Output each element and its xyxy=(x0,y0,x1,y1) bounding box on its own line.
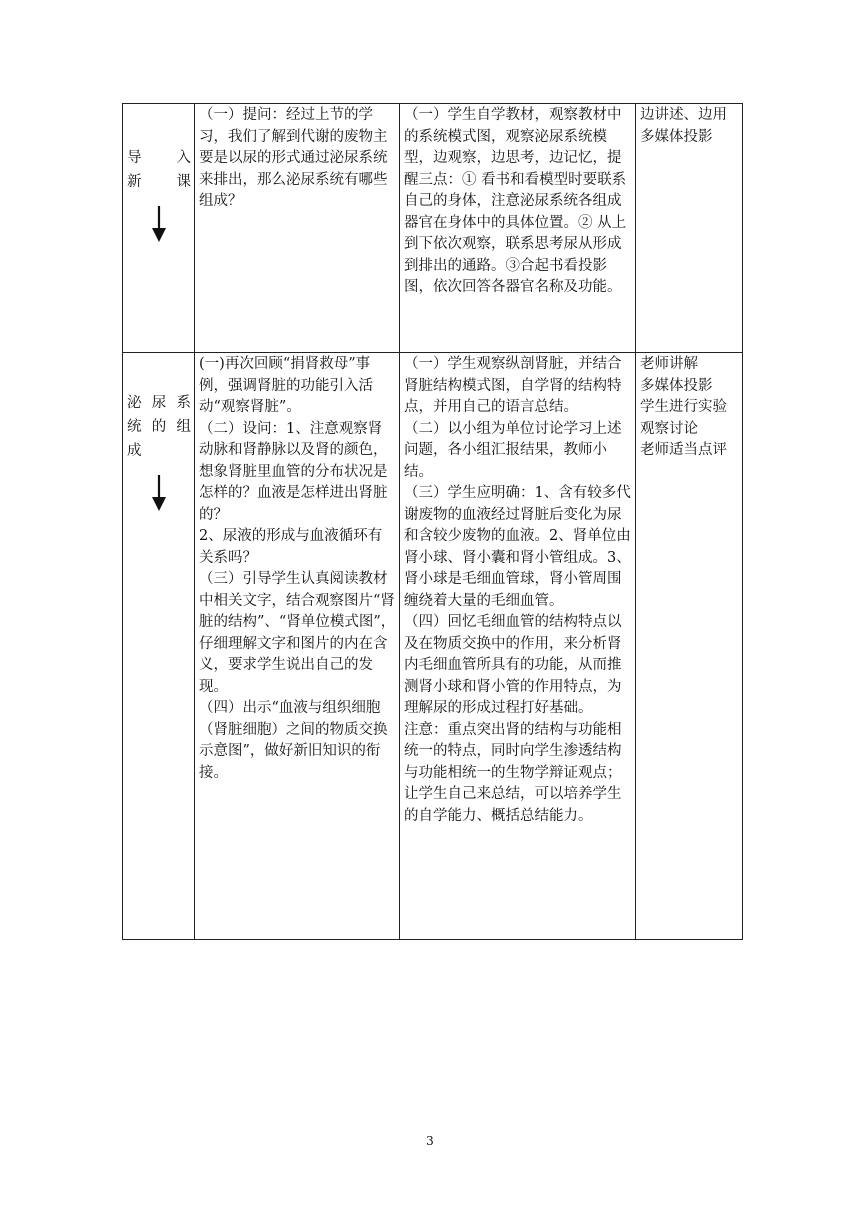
teacher-paragraph: （三）引导学生认真阅读教材中相关文字，结合观察图片“肾脏的结构”、“肾单位模式图”，仔细理解文字和图片的内在含义，要求学生说出自己的发现。 xyxy=(199,571,396,695)
student-paragraph: （二）以小组为单位讨论学习上述问题，各小组汇报结果，教师小结。 xyxy=(404,420,622,480)
method-paragraph: 边讲述、边用多媒体投影 xyxy=(640,107,727,145)
lesson-plan-table xyxy=(122,103,743,940)
down-arrow-icon xyxy=(150,475,168,511)
section-title-line: 泌尿系 xyxy=(127,395,191,411)
section-title-line: 成 xyxy=(127,443,142,459)
teacher-paragraph: (一)再次回顾“捐肾救母”事例，强调肾脏的功能引入活动“观察肾脏”。 xyxy=(199,356,373,415)
teacher-activity-cell xyxy=(195,104,400,353)
method-paragraph: 老师适当点评 xyxy=(640,442,727,458)
section-title-line: 统的组 xyxy=(127,419,191,435)
student-paragraph: 注意：重点突出肾的结构与功能相统一的特点，同时向学生渗透结构与功能相统一的生物学辩证观点；让学生自己来总结，可以培养学生的自学能力、概括总结能力。 xyxy=(404,721,622,824)
student-activity-cell xyxy=(400,353,636,940)
student-activity-cell xyxy=(400,104,636,353)
section-title xyxy=(127,146,191,194)
student-paragraph: （一）学生观察纵剖肾脏，并结合肾脏结构模式图，自学肾的结构特点，并用自己的语言总结。 xyxy=(404,356,622,415)
teacher-paragraph: 2、尿液的形成与血液循环有关系吗？ xyxy=(199,528,383,566)
method-paragraph: 学生进行实验观察讨论 xyxy=(640,399,727,437)
section-title-line: 导 入 xyxy=(127,150,191,166)
section-cell xyxy=(123,104,195,353)
method-cell xyxy=(636,104,743,353)
page-number: 3 xyxy=(426,1134,434,1148)
section-title-line: 新 课 xyxy=(127,174,191,190)
table-row xyxy=(123,104,743,353)
teacher-paragraph: （一）提问：经过上节的学习，我们了解到代谢的废物主要是以尿的形式通过泌尿系统来排出，那么泌尿系统有哪些组成？ xyxy=(199,107,388,209)
table-row xyxy=(123,353,743,940)
section-cell xyxy=(123,353,195,940)
method-cell xyxy=(636,353,743,940)
teacher-paragraph: （四）出示“血液与组织细胞（肾脏细胞）之间的物质交换示意图”，做好新旧知识的衔接。 xyxy=(199,700,388,781)
student-paragraph: （四）回忆毛细血管的结构特点以及在物质交换中的作用，来分析肾内毛细血管所具有的功能，从而推测肾小球和肾小管的作用特点，为理解尿的形成过程打好基础。 xyxy=(404,614,622,716)
student-paragraph: （三）学生应明确：1、含有较多代谢废物的血液经过肾脏后变化为尿和含较少废物的血液。2、肾单位由肾小球、肾小囊和肾小管组成。3、肾小球是毛细血管球，肾小管周围缠绕着大量的毛细血管。 xyxy=(404,485,631,609)
teacher-activity-cell xyxy=(195,353,400,940)
down-arrow-icon xyxy=(150,206,168,242)
student-paragraph: （一）学生自学教材，观察教材中的系统模式图，观察泌尿系统模型，边观察，边思考，边记忆，提醒三点：① 看书和看模型时要联系自己的身体，注意泌尿系统各组成器官在身体中的具体位置。② 从上到下依次观察，联系思考尿从形成到排出的通路。③合起书看投影图，依次回答各器官名称及功能。 xyxy=(404,107,627,295)
teacher-paragraph: （二）设问：1、注意观察肾动脉和肾静脉以及肾的颜色，想象肾脏里血管的分布状况是怎样的？血液是怎样进出肾脏的？ xyxy=(199,420,388,523)
section-title xyxy=(127,391,191,463)
method-paragraph: 老师讲解 xyxy=(640,356,698,372)
method-paragraph: 多媒体投影 xyxy=(640,377,713,394)
